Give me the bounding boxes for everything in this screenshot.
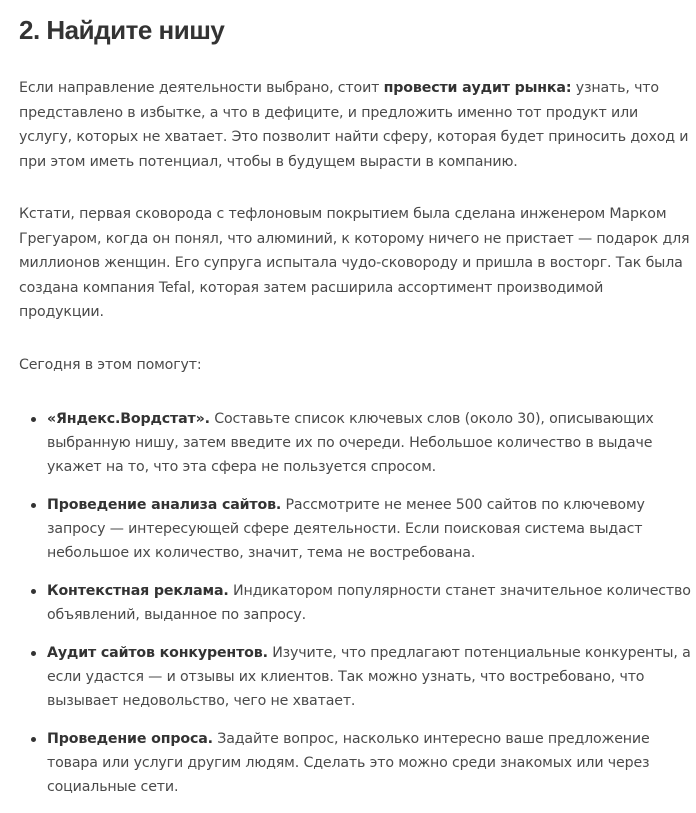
list-item	[19, 407, 691, 479]
list-item-title: Аудит сайтов конкурентов.	[47, 645, 268, 661]
list-item	[19, 579, 691, 627]
paragraph-bold: провести аудит рынка:	[383, 80, 572, 96]
tools-list	[19, 407, 691, 799]
list-item-text: Рассмотрите не менее 500 сайтов по ключевому запросу — интересующей сфере деятельности. Если поисковая система выдаст небольшое их количество, значит, тема не востребована.	[47, 497, 645, 561]
bullet-icon	[31, 417, 36, 422]
list-item-text: Задайте вопрос, насколько интересно ваше предложение товара или услуги другим людям. Сделать это можно среди знакомых или через социальные сети.	[47, 731, 650, 795]
list-item-title: Проведение анализа сайтов.	[47, 497, 282, 513]
list-item	[19, 493, 691, 565]
article	[19, 0, 691, 813]
bullet-icon	[31, 737, 36, 742]
list-item	[19, 727, 691, 799]
paragraph-tools-intro: Сегодня в этом помогут:	[19, 356, 202, 373]
list-item	[19, 641, 691, 713]
bullet-icon	[31, 589, 36, 594]
paragraph-market-audit	[19, 76, 691, 174]
paragraph-text: узнать, что представлено в избытке, а что в дефиците, и предложить именно тот продукт или услугу, которых не хватает. Это позволит найти сферу, которая будет приносить доход и при этом иметь потенциал, чтобы в будущем вырасти в компанию.	[19, 80, 689, 170]
list-item-text: Индикатором популярности станет значительное количество объявлений, выданное по запросу.	[47, 583, 691, 623]
list-item-title: Проведение опроса.	[47, 731, 213, 747]
bullet-icon	[31, 651, 36, 656]
paragraph-text: Если направление деятельности выбрано, стоит	[19, 80, 384, 96]
list-item-text: Составьте список ключевых слов (около 30), описывающих выбранную нишу, затем введите их по очереди. Небольшое количество в выдаче укажет на то, что эта сфера не пользуется спросом.	[47, 411, 654, 475]
list-item-text: Изучите, что предлагают потенциальные конкуренты, а если удастся — и отзывы их клиентов. Так можно узнать, что востребовано, что вызывает недовольство, чего не хватает.	[47, 645, 691, 709]
list-item-title: Контекстная реклама.	[47, 583, 229, 599]
section-heading: 2. Найдите нишу	[19, 15, 225, 45]
list-item-title: «Яндекс.Вордстат».	[47, 411, 210, 427]
bullet-icon	[31, 503, 36, 508]
paragraph-tefal-story: Кстати, первая сковорода с тефлоновым покрытием была сделана инженером Марком Грегуаром, когда он понял, что алюминий, к которому ничего не пристает — подарок для миллионов женщин. Его супруга испытала чудо-сковороду и пришла в восторг. Так была создана компания Tefal, которая затем расширила ассортимент производимой продукции.	[19, 206, 690, 320]
